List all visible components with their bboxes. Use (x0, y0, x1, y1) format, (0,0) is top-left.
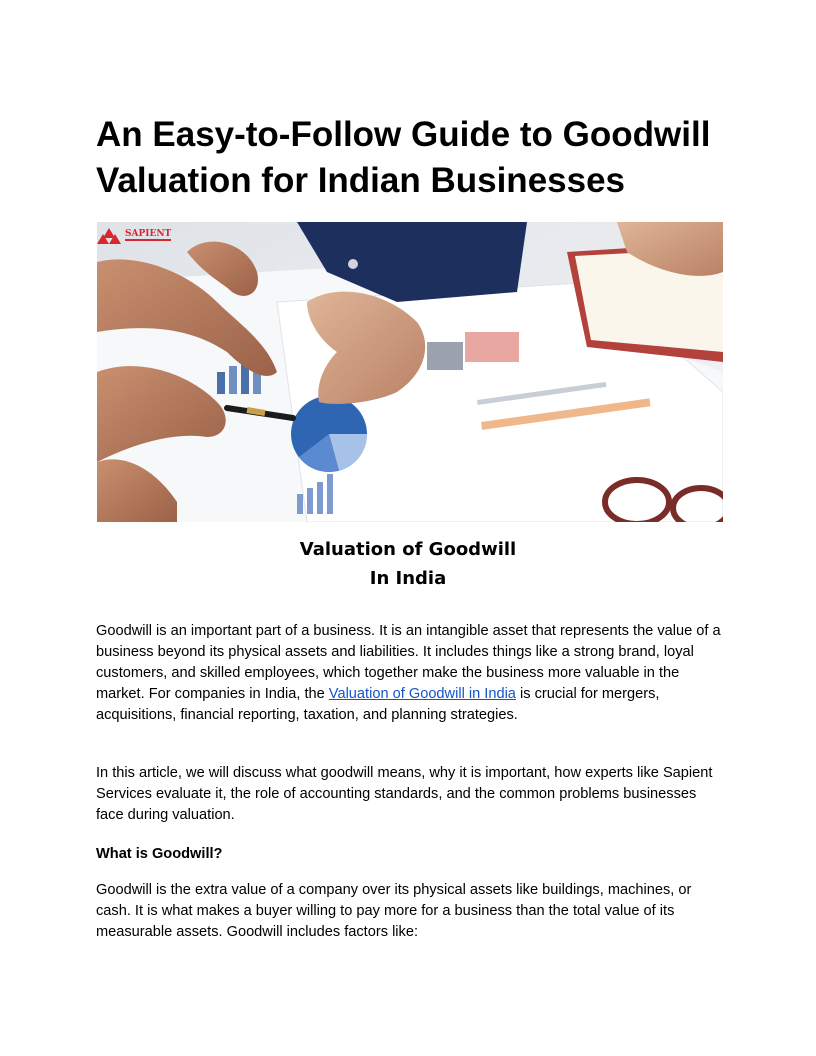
intro-text-after-link: is crucial for mergers, acquisitions, financial reporting, taxation, and planning strategies. (96, 686, 660, 723)
caption-line-1: Valuation of Goodwill (299, 539, 517, 560)
definition-paragraph: Goodwill is the extra value of a company over its physical assets like buildings, machines, or cash. It is what makes a buyer willing to pay more for a business than the total value of its measurable assets. Goodwill includes factors like: (96, 882, 692, 940)
article-title: An Easy-to-Follow Guide to Goodwill Valuation for Indian Businesses (96, 115, 711, 200)
intro-text-before-link: Goodwill is an important part of a business. It is an intangible asset that represents the value of a business beyond its physical assets and liabilities. It includes things like a strong brand, loyal customers, and skilled employees, which together make the business more valuable in the market. For companies in India, the (96, 623, 721, 702)
hero-image (97, 222, 723, 522)
hero-logo-text: SAPIENT (125, 229, 172, 239)
caption-line-2: In India (369, 568, 447, 589)
goodwill-valuation-link[interactable]: Valuation of Goodwill in India (328, 686, 516, 702)
intro-paragraph (96, 621, 724, 726)
business-meeting-photo (97, 222, 723, 522)
section-heading-what-is-goodwill: What is Goodwill? (96, 846, 223, 862)
image-caption (96, 535, 720, 593)
overview-paragraph: In this article, we will discuss what goodwill means, why it is important, how experts like Sapient Services evaluate it, the role of accounting standards, and the common problems businesses face during valuation. (96, 765, 713, 823)
